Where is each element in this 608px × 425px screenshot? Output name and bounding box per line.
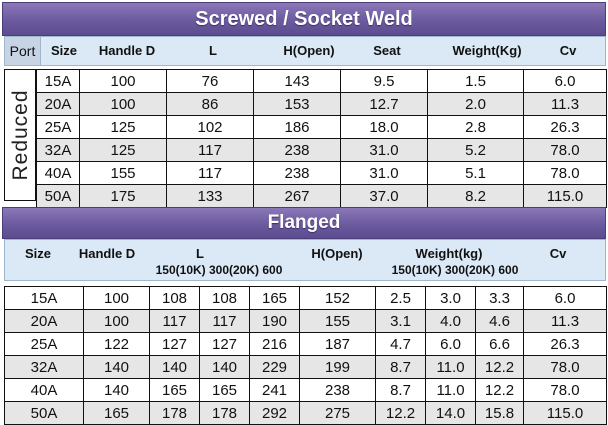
cell-size: 25A [37,116,80,139]
cell-l-150: 178 [150,402,200,425]
cell-handle-d: 175 [80,185,167,208]
cell-weight-150: 8.7 [376,356,426,379]
cell-l: 133 [167,185,254,208]
cell-cv: 26.3 [524,116,607,139]
cell-l-150: 127 [150,333,200,356]
cell-weight: 2.0 [428,93,524,116]
cell-l-600: 229 [250,356,300,379]
table-row [5,287,607,310]
table-row [37,93,607,116]
cell-weight-300: 11.0 [426,379,476,402]
cell-weight-150: 2.5 [376,287,426,310]
cell-weight: 5.1 [428,162,524,185]
cell-l-300: 140 [200,356,250,379]
table-row [5,402,607,425]
cell-cv: 78.0 [524,356,607,379]
cell-l: 117 [167,162,254,185]
cell-size: 20A [5,310,84,333]
cell-weight-300: 4.0 [426,310,476,333]
cell-size: 32A [37,139,80,162]
cell-h-open: 153 [254,93,341,116]
cell-handle-d: 125 [80,116,167,139]
cell-size: 15A [37,70,80,93]
cell-l-300: 165 [200,379,250,402]
table-row [5,379,607,402]
header-size: Size [50,43,77,58]
cell-weight-600: 15.8 [476,402,524,425]
cell-weight-600: 3.3 [476,287,524,310]
header-seat: Seat [373,43,401,58]
cell-l-150: 140 [150,356,200,379]
screwed-header-row [4,36,606,66]
cell-weight-150: 4.7 [376,333,426,356]
cell-size: 20A [37,93,80,116]
header-port: Port [5,37,41,65]
cell-h-open: 143 [254,70,341,93]
cell-size: 50A [5,402,84,425]
cell-weight-300: 11.0 [426,356,476,379]
cell-cv: 26.3 [524,333,607,356]
cell-handle-d: 122 [84,333,150,356]
cell-cv: 78.0 [524,379,607,402]
cell-h-open: 238 [254,162,341,185]
cell-cv: 11.3 [524,310,607,333]
cell-handle-d: 165 [84,402,150,425]
cell-size: 50A [37,185,80,208]
header-l: L [209,43,217,58]
cell-h-open: 275 [300,402,376,425]
table-row [5,356,607,379]
cell-l-150: 165 [150,379,200,402]
cell-cv: 78.0 [524,162,607,185]
cell-weight: 5.2 [428,139,524,162]
cell-l-300: 108 [200,287,250,310]
header-handle-d: Handle D [98,43,156,58]
header-weight: Weight(kg) [415,246,483,261]
cell-l: 76 [167,70,254,93]
cell-h-open: 238 [254,139,341,162]
cell-l: 86 [167,93,254,116]
cell-h-open: 186 [254,116,341,139]
header-size: Size [24,246,51,261]
port-cell [4,69,36,201]
cell-handle-d: 125 [80,139,167,162]
cell-l-600: 190 [250,310,300,333]
cell-cv: 6.0 [524,70,607,93]
cell-h-open: 199 [300,356,376,379]
cell-cv: 78.0 [524,139,607,162]
cell-weight: 8.2 [428,185,524,208]
cell-l-600: 216 [250,333,300,356]
flanged-title: Flanged [267,212,341,233]
cell-l-600: 292 [250,402,300,425]
cell-weight-150: 8.7 [376,379,426,402]
cell-size: 25A [5,333,84,356]
cell-weight-150: 3.1 [376,310,426,333]
screwed-table [36,69,607,208]
screwed-title: Screwed / Socket Weld [195,8,413,30]
cell-cv: 115.0 [524,185,607,208]
cell-weight-600: 12.2 [476,356,524,379]
cell-handle-d: 155 [80,162,167,185]
table-row [37,162,607,185]
screwed-title-banner [2,2,606,36]
flanged-title-banner [2,207,606,239]
cell-h-open: 155 [300,310,376,333]
header-handle-d: Handle D [78,246,136,261]
cell-seat: 12.7 [341,93,428,116]
cell-h-open: 152 [300,287,376,310]
cell-seat: 31.0 [341,162,428,185]
header-weight: Weight(Kg) [452,43,522,58]
table-row [5,310,607,333]
cell-l-300: 178 [200,402,250,425]
cell-weight-300: 6.0 [426,333,476,356]
cell-size: 40A [5,379,84,402]
port-label-reduced: Reduced [9,89,32,181]
flanged-header-row [4,239,606,281]
cell-weight-150: 12.2 [376,402,426,425]
header-h-open: H(Open) [311,246,363,261]
header-l-classes: 150(10K) 300(20K) 600 [155,263,283,277]
cell-l-300: 117 [200,310,250,333]
header-weight-classes: 150(10K) 300(20K) 600 [391,263,519,277]
header-h-open: H(Open) [283,43,335,58]
cell-weight-600: 4.6 [476,310,524,333]
header-cv: Cv [549,246,567,261]
table-row [37,70,607,93]
cell-h-open: 267 [254,185,341,208]
cell-weight-300: 14.0 [426,402,476,425]
header-cv: Cv [559,43,577,58]
cell-weight-600: 6.6 [476,333,524,356]
cell-l: 102 [167,116,254,139]
cell-l-600: 241 [250,379,300,402]
cell-size: 32A [5,356,84,379]
cell-l-150: 117 [150,310,200,333]
cell-weight: 2.8 [428,116,524,139]
cell-l-300: 127 [200,333,250,356]
cell-weight-600: 12.2 [476,379,524,402]
cell-l-150: 108 [150,287,200,310]
cell-cv: 6.0 [524,287,607,310]
cell-seat: 18.0 [341,116,428,139]
table-row [37,139,607,162]
table-row [37,185,607,208]
cell-weight: 1.5 [428,70,524,93]
cell-size: 40A [37,162,80,185]
cell-cv: 11.3 [524,93,607,116]
cell-handle-d: 100 [84,310,150,333]
header-l: L [196,246,204,261]
cell-handle-d: 140 [84,379,150,402]
flanged-table [4,286,607,425]
cell-h-open: 187 [300,333,376,356]
cell-handle-d: 140 [84,356,150,379]
cell-seat: 9.5 [341,70,428,93]
cell-cv: 115.0 [524,402,607,425]
cell-l-600: 165 [250,287,300,310]
table-row [37,116,607,139]
cell-l: 117 [167,139,254,162]
cell-seat: 31.0 [341,139,428,162]
cell-h-open: 238 [300,379,376,402]
cell-handle-d: 100 [84,287,150,310]
cell-seat: 37.0 [341,185,428,208]
table-row [5,333,607,356]
cell-handle-d: 100 [80,93,167,116]
cell-weight-300: 3.0 [426,287,476,310]
cell-size: 15A [5,287,84,310]
cell-handle-d: 100 [80,70,167,93]
